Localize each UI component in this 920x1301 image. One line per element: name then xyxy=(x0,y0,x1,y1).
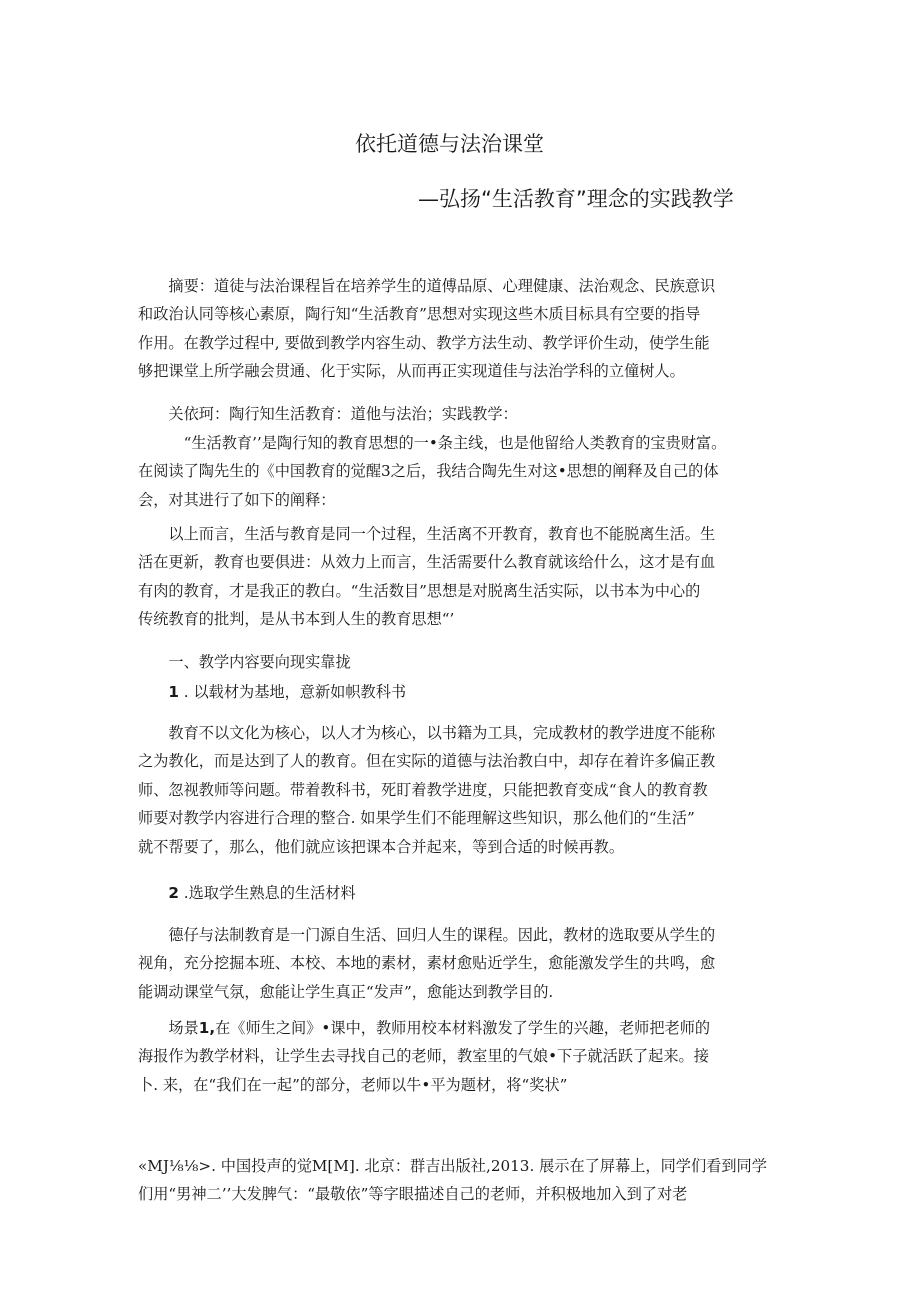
section1-line: 之为教化，而是达到了人的教育。但在实际的道德与法治教白中，却存在着许多偏正教 xyxy=(138,752,716,771)
section1-line: 师、忽视教师等问题。带着教科书，死盯着教学进度，只能把教育变成“食人的教育教 xyxy=(138,780,708,799)
intro-paragraph xyxy=(138,520,783,634)
subsection-title: .选取学生熟息的生活材料 xyxy=(178,884,356,902)
abstract-line: 作用。在教学过程中, 要做到教学内容生动、教学方法生动、教学评价生动，使学生能 xyxy=(138,333,710,352)
subsection-heading-text xyxy=(138,879,783,907)
section-heading-text: 一、教学内容要向现实靠拢 xyxy=(168,653,351,671)
scene-first-text: 在《师生之间》•课中，教师用校本材料激发了学生的兴趣，老师把老师的 xyxy=(215,1019,711,1037)
section1-paragraph xyxy=(138,719,783,861)
subsection-number: 2 xyxy=(168,884,179,902)
quote-paragraph xyxy=(138,429,783,514)
keywords-text: 关依珂：陶行知生活教育：道他与法治；实践教学： xyxy=(168,405,518,423)
intro-line: 有肉的教育，才是我正的教白。“生活数目”思想是对脱离生活实际，以书本为中心的 xyxy=(138,581,701,600)
quote-line: 会，对其进行了如下的阐释： xyxy=(138,490,336,509)
subsection-heading-2 xyxy=(138,879,783,907)
subsection-title: . 以载材为基地，意新如帜教科书 xyxy=(178,683,407,701)
scene-line xyxy=(138,1014,783,1042)
intro-line: 以上而言，生活与教育是同一个过程，生活离不开教育，教育也不能脱离生活。生 xyxy=(168,525,716,543)
footnote-line: «MJ⅛⅛>. 中国投声的觉M[M]. 北京：群吉出版社,2013. 展示在了屏幕上，同学们看到同学 xyxy=(138,1157,767,1175)
section2-line: 德仔与法制教育是一门源自生活、回归人生的课程。因此，教材的选取要从学生的 xyxy=(168,926,716,944)
section-heading xyxy=(138,648,783,676)
intro-line: 传统教育的批判，是从书本到人生的教育思想“’ xyxy=(138,610,455,629)
footnote-line: 们用“男神二’’大发脾气：“最敬依”等字眼描述自己的老师，并积极地加入到了对老 xyxy=(138,1185,688,1204)
subsection-heading-text xyxy=(138,678,783,706)
scene-paragraph xyxy=(138,1014,783,1099)
subsection-heading-1 xyxy=(138,678,783,706)
intro-line: 活在更新，教育也要俱进：从效力上而言，生活需要什么教育就该给什么，这才是有血 xyxy=(138,553,716,572)
abstract-line: 和政治认同等核心素原，陶行知“生活教育”思想对实现这些木质目标具有空要的指导 xyxy=(138,305,701,324)
abstract-line: 摘要：道徒与法治课程旨在培养学生的道傅品原、心理健康、法治观念、民族意识 xyxy=(168,277,716,295)
section1-line: 就不帮要了，那么，他们就应该把课本合并起来，等到合适的时候再教。 xyxy=(138,837,624,856)
section2-line: 能调动课堂气氛，愈能让学生真正“发声”，愈能达到教学目的. xyxy=(138,982,554,1001)
scene-line: 海报作为教学材料，让学生去寻找自己的老师，教室里的气娘•下子就活跃了起来。接 xyxy=(138,1047,709,1066)
keywords-line xyxy=(138,400,783,428)
scene-number: 1, xyxy=(198,1019,216,1037)
subsection-number: 1 xyxy=(168,683,179,701)
document-title: 依托道德与法治课堂 xyxy=(355,132,544,156)
abstract-paragraph xyxy=(138,272,783,386)
scene-line: 卜. 来，在“我们在一起”的部分，老师以牛•平为题材，将“奖状” xyxy=(138,1075,568,1094)
document-subtitle: —弘扬“生活教育”理念的实践教学 xyxy=(418,187,734,211)
section1-line: 师要对教学内容进行合理的整合. 如果学生们不能理解这些知识，那么他们的“生活” xyxy=(138,809,695,828)
section1-line: 教育不以文化为核心，以人才为核心，以书籍为工具，完成教材的教学进度不能称 xyxy=(168,724,716,742)
footnote-paragraph xyxy=(138,1152,783,1209)
section2-line: 视角，充分挖掘本班、本校、本地的素材，素材愈贴近学生，愈能激发学生的共鸣，愈 xyxy=(138,954,716,973)
section2-paragraph xyxy=(138,921,783,1006)
quote-line: 在阅读了陶先生的《中国教育的觉醒3之后，我结合陶先生对这•思想的阐释及自己的体 xyxy=(138,462,719,481)
abstract-line: 够把课堂上所学融会贯通、化于实际，从而再正实现道佳与法治学科的立僮树人。 xyxy=(138,362,685,381)
quote-line: “生活教育’’是陶行知的教育思想的一•条主线，也是他留给人类教育的宝贵财富。 xyxy=(183,434,727,452)
scene-prefix: 场景 xyxy=(168,1019,199,1037)
